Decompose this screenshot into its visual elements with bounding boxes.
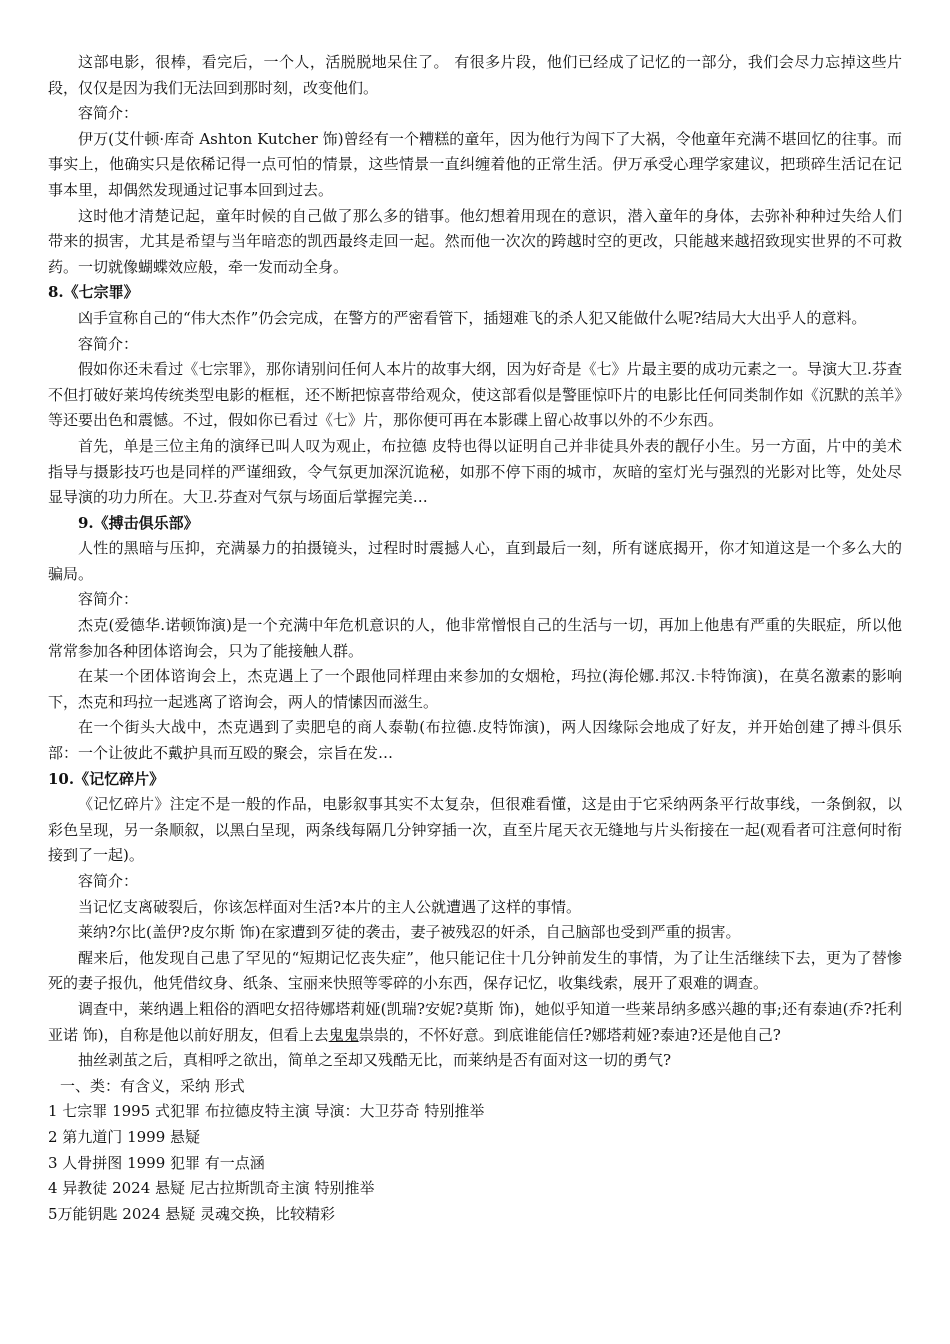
intro-paragraph-2: 伊万(艾什顿·库奇 Ashton Kutcher 饰)曾经有一个糟糕的童年，因为他行为闯下了大祸，令他童年充满不堪回忆的往事。而事实上，他确实只是依稀记得一点可怕的情景，这些情景一直纠缠着他的正常生活。伊万承受心理学家建议，把琐碎生活记在记事本里，却偶然发现通过记事本回到过去。 bbox=[48, 129, 902, 199]
section-9-heading: 9.《搏击俱乐部》 bbox=[78, 513, 199, 532]
category-list-item: 2 第九道门 1999 悬疑 bbox=[48, 1127, 201, 1146]
intro-summary-label: 容简介： bbox=[78, 104, 139, 123]
category-list-item: 3 人骨拼图 1999 犯罪 有一点涵 bbox=[48, 1153, 265, 1172]
category-list-item: 5万能钥匙 2024 悬疑 灵魂交换，比较精彩 bbox=[48, 1204, 336, 1223]
categories-header: 一、类：有含义，采纳 形式 bbox=[60, 1076, 245, 1095]
section-8-summary: 凶手宣称自己的“伟大杰作”仍会完成，在警方的严密看管下，插翅难飞的杀人犯又能做什么呢?结局大大出乎人的意料。 bbox=[78, 308, 867, 327]
category-list-item: 4 异教徒 2024 悬疑 尼古拉斯凯奇主演 特别推举 bbox=[48, 1179, 375, 1198]
section-9-paragraph-3: 在一个街头大战中，杰克遇到了卖肥皂的商人泰勒(布拉德.皮特饰演)，两人因缘际会地成了好友，并开始创建了搏斗俱乐部：一个让彼此不戴护具而互殴的聚会，宗旨在发… bbox=[48, 718, 902, 763]
section-8-paragraph-1: 假如你还未看过《七宗罪》，那你请别问任何人本片的故事大纲，因为好奇是《七》片最主要的成功元素之一。导演大卫.芬查不但打破好莱坞传统类型电影的框框，还不断把惊喜带给观众，使这部看似是警匪惊吓片的电影比任何同类制作如《沉默的羔羊》等还要出色和震憾。不过，假如你已看过《七》片，那你便可再在本影碟上留心故事以外的不少东西。 bbox=[48, 360, 902, 430]
section-10-paragraph-4-part-b: 祟祟的，不怀好意。到底谁能信任?娜塔莉娅?泰迪?还是他自己? bbox=[358, 1025, 781, 1044]
section-10-heading: 10.《记忆碎片》 bbox=[48, 769, 165, 788]
section-10-paragraph-4 bbox=[48, 997, 902, 1048]
section-10-paragraph-4-part-a: 调查中，莱纳遇上粗俗的酒吧女招待娜塔莉娅(凯瑞?安妮?莫斯 饰)，她似乎知道一些莱昂纳多感兴趣的事;还有泰迪(乔?托利亚诺 饰)，自称是他以前好朋友，但看上去 bbox=[48, 999, 902, 1044]
category-list-item: 1 七宗罪 1995 式犯罪 布拉德皮特主演 导演：大卫芬奇 特别推举 bbox=[48, 1102, 485, 1121]
section-10-paragraph-1: 当记忆支离破裂后，你该怎样面对生活?本片的主人公就遭遇了这样的事情。 bbox=[78, 897, 582, 916]
intro-paragraph-1: 这部电影，很棒，看完后，一个人，活脱脱地呆住了。 有很多片段，他们已经成了记忆的一部分，我们会尽力忘掉这些片段，仅仅是因为我们无法回到那时刻，改变他们。 bbox=[48, 53, 902, 97]
section-10-label: 容简介： bbox=[78, 872, 139, 890]
section-8-paragraph-2: 首先，单是三位主角的演绎已叫人叹为观止，布拉德 皮特也得以证明自己并非徒具外表的靓仔小生。另一方面，片中的美术指导与摄影技巧也是同样的严谨细致，令气氛更加深沉诡秘，如那不停下雨的城市，灰暗的室灯光与强烈的光影对比等，处处尽显导演的功力所在。大卫.芬查对气氛与场面后掌握完美… bbox=[48, 436, 902, 507]
section-10-summary: 《记忆碎片》注定不是一般的作品，电影叙事其实不太复杂，但很难看懂，这是由于它采纳两条平行故事线，一条倒叙，以彩色呈现，另一条顺叙，以黑白呈现，两条线每隔几分钟穿插一次，直至片尾天衣无缝地与片头衔接在一起(观看者可注意何时衔接到了一起)。 bbox=[48, 795, 902, 865]
section-8-heading: 8.《七宗罪》 bbox=[48, 283, 139, 302]
section-9-summary: 人性的黑暗与压抑，充满暴力的拍摄镜头，过程时时震撼人心，直到最后一刻，所有谜底揭开，你才知道这是一个多么大的骗局。 bbox=[48, 539, 902, 583]
intro-paragraph-3: 这时他才清楚记起，童年时候的自己做了那么多的错事。他幻想着用现在的意识，潜入童年的身体，去弥补种种过失给人们带来的损害，尤其是希望与当年暗恋的凯西最终走回一起。然而他一次次的跨越时空的更改，只能越来越招致现实世界的不可救药。一切就像蝴蝶效应般，牵一发而动全身。 bbox=[48, 206, 902, 276]
section-9-paragraph-1: 杰克(爱德华.诺顿饰演)是一个充满中年危机意识的人，他非常憎恨自己的生活与一切，再加上他患有严重的失眠症，所以他常常参加各种团体谘询会，只为了能接触人群。 bbox=[48, 616, 902, 660]
underlined-text: 鬼鬼 bbox=[328, 1025, 359, 1044]
section-10-paragraph-3: 醒来后，他发现自己患了罕见的“短期记忆丧失症”，他只能记住十几分钟前发生的事情，为了让生活继续下去，更为了替惨死的妻子报仇，他凭借纹身、纸条、宝丽来快照等零碎的小东西，保存记忆，收集线索，展开了艰难的调查。 bbox=[48, 948, 902, 993]
section-10-paragraph-2: 莱纳?尔比(盖伊?皮尔斯 饰)在家遭到歹徒的袭击，妻子被残忍的奸杀，自己脑部也受到严重的损害。 bbox=[78, 923, 741, 942]
section-9-label: 容简介： bbox=[78, 590, 139, 609]
section-10-paragraph-5: 抽丝剥茧之后，真相呼之欲出，简单之至却又残酷无比，而莱纳是否有面对这一切的勇气? bbox=[78, 1051, 672, 1070]
section-8-label: 容简介： bbox=[78, 334, 139, 353]
section-9-paragraph-2: 在某一个团体谘询会上，杰克遇上了一个跟他同样理由来参加的女烟枪，玛拉(海伦娜.邦汉.卡特饰演)，在莫名激素的影响下，杰克和玛拉一起逃离了谘询会，两人的情愫因而滋生。 bbox=[48, 667, 902, 711]
